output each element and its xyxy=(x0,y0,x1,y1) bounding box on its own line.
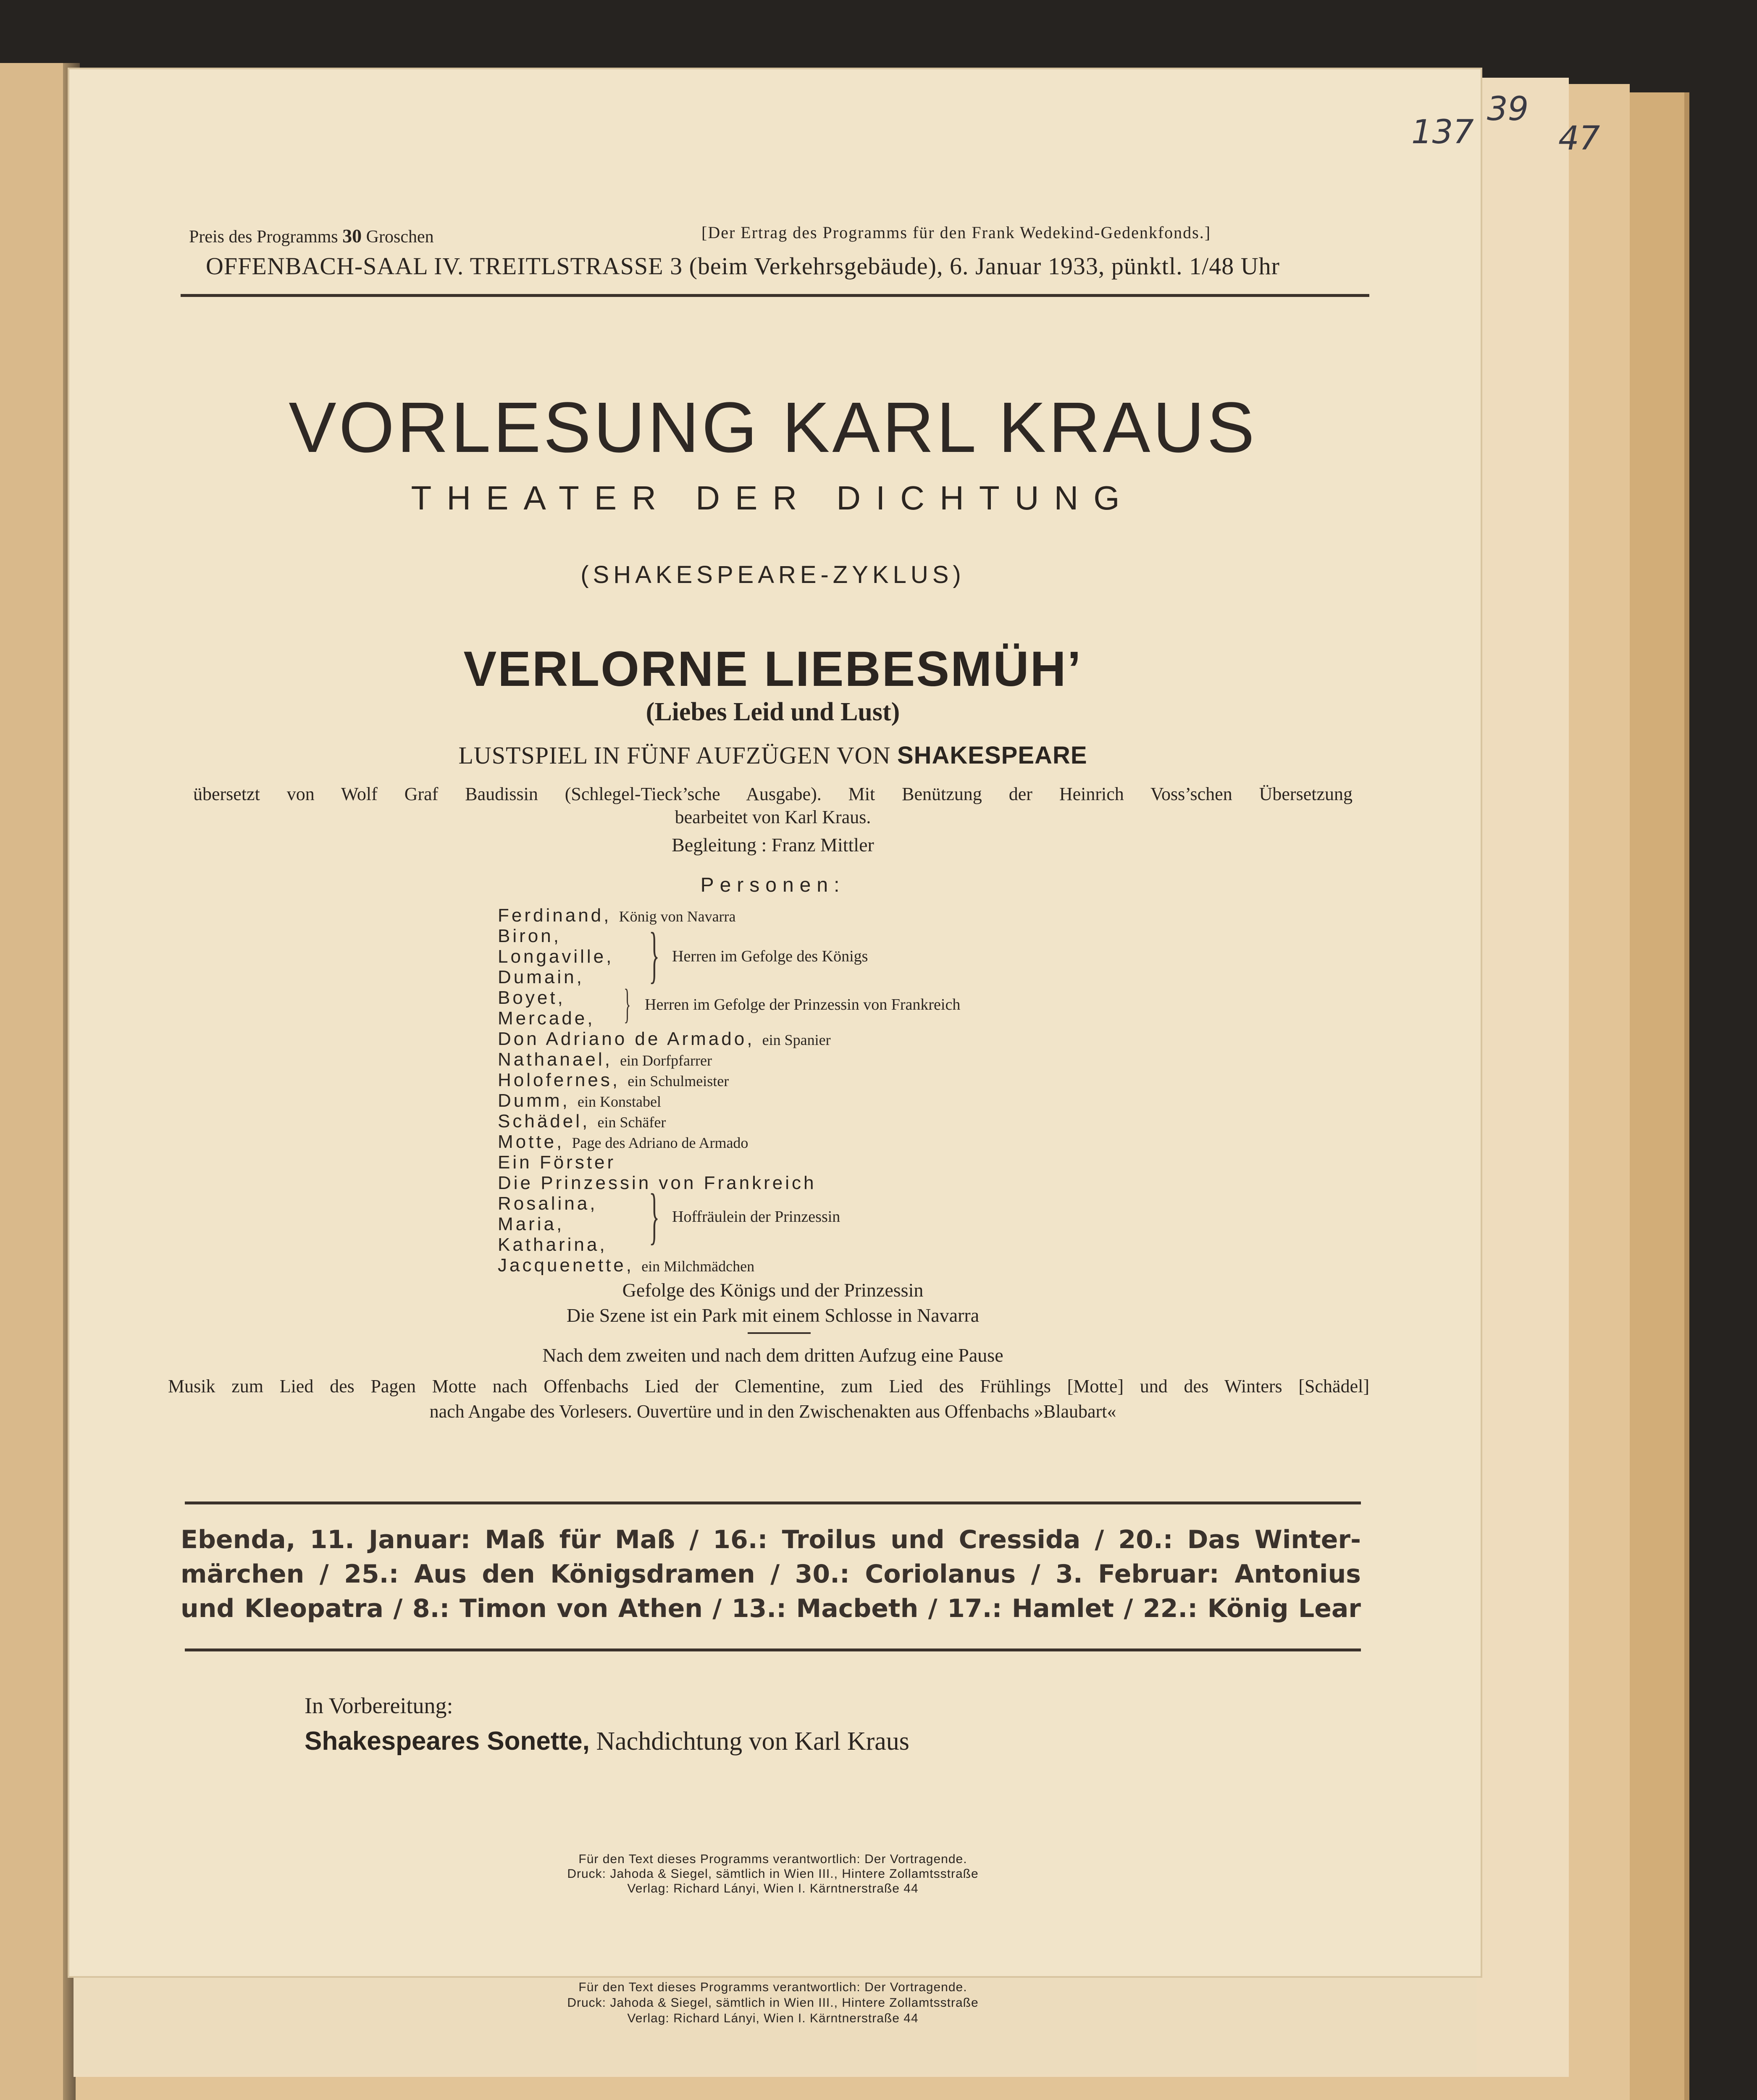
imprint-line: Verlag: Richard Lányi, Wien I. Kärntnerstraße 44 xyxy=(627,1882,919,1895)
subtitle: THEATER DER DICHTUNG xyxy=(411,479,1135,517)
price-prefix: Preis des Programms xyxy=(189,227,338,247)
cast-member xyxy=(498,1214,564,1235)
music-note: nach Angabe des Vorlesers. Ouvertüre und in den Zwischenakten aus Offenbachs »Blaubart« xyxy=(429,1401,1116,1422)
cast-name: Die Prinzessin von Frankreich xyxy=(498,1173,817,1193)
cast-member xyxy=(498,1111,666,1132)
genre-prefix: LUSTSPIEL IN FÜNF AUFZÜGEN VON xyxy=(458,742,891,769)
sonnets-title: Shakespeares Sonette, xyxy=(305,1727,590,1756)
handwritten-page-number: 47 xyxy=(1558,120,1600,158)
cast-group-note: Herren im Gefolge des Königs xyxy=(672,948,868,965)
cast-name: Ein Förster xyxy=(498,1152,616,1173)
scene-line: Die Szene ist ein Park mit einem Schlosse in Navarra xyxy=(566,1305,980,1326)
imprint-line: Druck: Jahoda & Siegel, sämtlich in Wien III., Hintere Zollamtsstraße xyxy=(567,1867,979,1881)
cast-name: Boyet, xyxy=(498,987,565,1008)
cast-member xyxy=(498,1234,607,1255)
schedule-bottom-rule xyxy=(185,1648,1361,1651)
cast-role: ein Schulmeister xyxy=(628,1073,729,1089)
persons-heading: Personen: xyxy=(700,874,846,896)
cast-name: Dumm, xyxy=(498,1090,570,1111)
cast-role: König von Navarra xyxy=(619,908,736,925)
cast-name: Maria, xyxy=(498,1214,565,1234)
sonnets-suffix: Nachdichtung von Karl Kraus xyxy=(596,1727,909,1756)
cast-name: Nathanael, xyxy=(498,1049,612,1070)
header-rule xyxy=(181,294,1369,297)
cast-member xyxy=(498,1090,661,1111)
cast-member xyxy=(498,946,614,967)
cast-name: Biron, xyxy=(498,926,561,946)
cast-member xyxy=(498,926,561,947)
upcoming-schedule xyxy=(181,1522,1361,1626)
imprint-line: Für den Text dieses Programms verantwortlich: Der Vortragende. xyxy=(578,1980,967,1994)
cast-member xyxy=(498,1152,616,1173)
price-amount: 30 xyxy=(342,225,362,247)
cast-role: Page des Adriano de Armado xyxy=(572,1134,748,1151)
cast-group-note: Herren im Gefolge der Prinzessin von Frankreich xyxy=(645,996,961,1013)
cast-name: Ferdinand, xyxy=(498,905,612,926)
imprint-line: Druck: Jahoda & Siegel, sämtlich in Wien III., Hintere Zollamtsstraße xyxy=(567,1996,979,2010)
cast-role: ein Schäfer xyxy=(597,1114,666,1131)
schedule-line: märchen / 25.: Aus den Königsdramen / 30.: Coriolanus / 3. Februar: Antonius xyxy=(181,1559,1361,1589)
brace: } xyxy=(624,980,631,1027)
schedule-top-rule xyxy=(185,1502,1361,1504)
cast-member xyxy=(498,1193,597,1214)
play-title: VERLORNE LIEBESMÜH’ xyxy=(463,641,1082,697)
price-suffix: Groschen xyxy=(366,227,434,247)
main-title: VORLESUNG KARL KRAUS xyxy=(289,388,1257,467)
author-name: SHAKESPEARE xyxy=(897,742,1087,769)
cast-name: Dumain, xyxy=(498,967,584,987)
cast-name: Jacquenette, xyxy=(498,1255,634,1276)
cast-member xyxy=(498,1049,712,1070)
brace: } xyxy=(649,1181,660,1251)
program-price xyxy=(189,225,434,247)
preparation-label: In Vorbereitung: xyxy=(305,1693,453,1718)
cycle-label: (SHAKESPEARE-ZYKLUS) xyxy=(580,561,965,588)
music-note: Musik zum Lied des Pagen Motte nach Offenbachs Lied der Clementine, zum Lied des Frühlings [Motte] und des Winters [Schädel] xyxy=(168,1376,1369,1396)
play-alt-title: (Liebes Leid und Lust) xyxy=(646,698,900,726)
handwritten-page-number: 137 xyxy=(1411,113,1474,151)
translation-line: bearbeitet von Karl Kraus. xyxy=(675,807,871,827)
cast-member xyxy=(498,1131,748,1152)
schedule-line: Ebenda, 11. Januar: Maß für Maß / 16.: Troilus und Cressida / 20.: Das Winter- xyxy=(181,1525,1361,1554)
cast-name: Motte, xyxy=(498,1131,565,1152)
cast-name: Longaville, xyxy=(498,946,614,967)
imprint-line: Für den Text dieses Programms verantwortlich: Der Vortragende. xyxy=(578,1852,967,1866)
handwritten-page-number: 39 xyxy=(1487,90,1529,128)
program-sheet xyxy=(69,69,1481,1976)
cast-role: ein Spanier xyxy=(762,1032,831,1048)
genre-line xyxy=(0,741,1546,769)
proceeds-note: [Der Ertrag des Programms für den Frank Wedekind-Gedenkfonds.] xyxy=(701,223,1211,242)
short-rule xyxy=(748,1332,811,1334)
cast-name: Katharina, xyxy=(498,1234,607,1255)
cast-member xyxy=(498,1008,595,1029)
retinue-line: Gefolge des Königs und der Prinzessin xyxy=(622,1279,924,1301)
accompaniment-line: Begleitung : Franz Mittler xyxy=(672,834,874,856)
cast-name: Don Adriano de Armado, xyxy=(498,1029,755,1049)
cast-role: ein Konstabel xyxy=(578,1093,661,1110)
cast-role: ein Dorfpfarrer xyxy=(620,1052,712,1069)
cast-member xyxy=(498,1255,754,1276)
cast-group-note: Hoffräulein der Prinzessin xyxy=(672,1208,840,1226)
cast-member xyxy=(498,905,736,926)
cast-name: Schädel, xyxy=(498,1111,590,1131)
cast-member xyxy=(498,987,565,1008)
cast-name: Mercade, xyxy=(498,1008,595,1029)
preparation-title xyxy=(305,1726,909,1756)
intermission-note: Nach dem zweiten und nach dem dritten Aufzug eine Pause xyxy=(542,1344,1003,1366)
cast-name: Holofernes, xyxy=(498,1070,620,1090)
cast-member xyxy=(498,1070,729,1091)
cast-member xyxy=(498,967,584,988)
translation-line: übersetzt von Wolf Graf Baudissin (Schlegel-Tieck’sche Ausgabe). Mit Benützung der Heinrich Voss’schen Übersetzung xyxy=(193,784,1353,804)
imprint-line: Verlag: Richard Lányi, Wien I. Kärntnerstraße 44 xyxy=(627,2011,919,2025)
cast-role: ein Milchmädchen xyxy=(641,1258,755,1275)
venue-line: OFFENBACH-SAAL IV. TREITLSTRASSE 3 (beim Verkehrsgebäude), 6. Januar 1933, pünktl. 1/48 Uhr xyxy=(206,252,1280,280)
cast-name: Rosalina, xyxy=(498,1193,598,1214)
brace: } xyxy=(649,920,660,990)
cast-member xyxy=(498,1029,831,1050)
schedule-line: und Kleopatra / 8.: Timon von Athen / 13.: Macbeth / 17.: Hamlet / 22.: König Lear xyxy=(181,1594,1361,1623)
